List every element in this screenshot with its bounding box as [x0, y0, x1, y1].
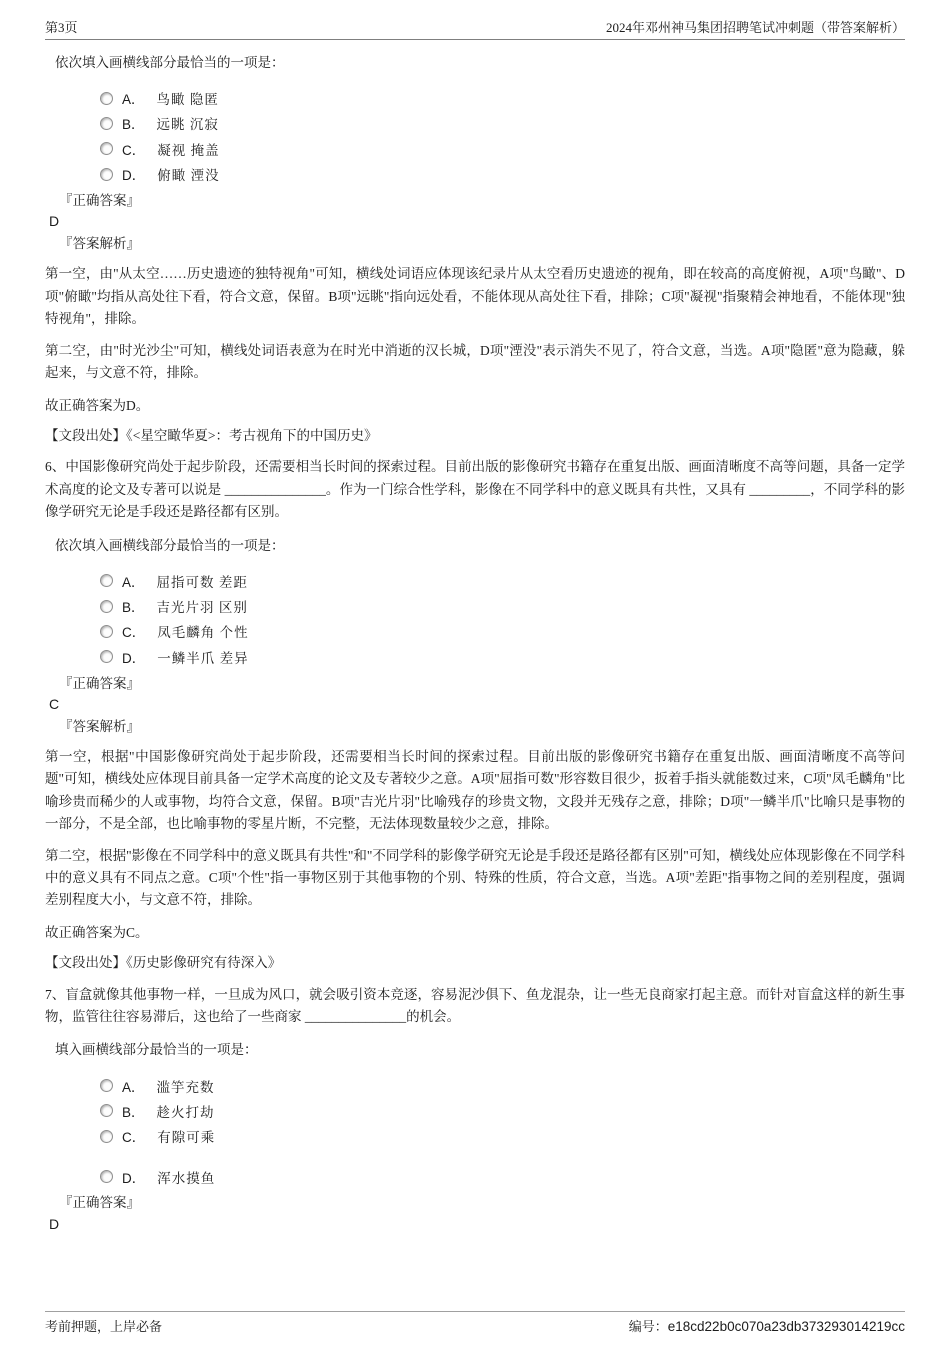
- answer-value: C: [49, 696, 60, 712]
- option-text: 鸟瞰 隐匿: [156, 92, 219, 108]
- option-letter: B．: [122, 117, 145, 133]
- page-content: [45, 41, 905, 1235]
- radio-icon[interactable]: [100, 650, 113, 663]
- answer-conclusion: 故正确答案为C。: [45, 924, 149, 940]
- answer-label: 『正确答案』: [59, 192, 140, 208]
- footer-serial: [629, 1316, 905, 1335]
- option-letter: D．: [122, 1170, 146, 1186]
- radio-icon[interactable]: [100, 1104, 113, 1117]
- question-options: [100, 1073, 905, 1190]
- serial-label: 编号：: [628, 1319, 668, 1334]
- option-row-c[interactable]: [100, 1124, 905, 1149]
- analysis-label: 『答案解析』: [59, 718, 140, 734]
- question-5-section: [45, 52, 905, 447]
- option-row-b[interactable]: [100, 111, 905, 136]
- answer-conclusion: 故正确答案为D。: [45, 397, 150, 413]
- option-text: 俯瞰 湮没: [157, 168, 220, 184]
- analysis-paragraph: 第二空，由"时光沙尘"可知，横线处词语表意为在时光中消逝的汉长城，D项"湮没"表示消失不见了，符合文意，当选。A项"隐匿"意为隐藏，躲起来，与文意不符，排除。: [45, 342, 905, 381]
- option-text: 吉光片羽 区别: [156, 600, 248, 616]
- source-line: 【文段出处】《历史影像研究有待深入》: [45, 955, 282, 971]
- source-line: 【文段出处】《<星空瞰华夏>：考古视角下的中国历史》: [45, 427, 378, 443]
- question-prompt: 填入画横线部分最恰当的一项是：: [55, 1042, 258, 1058]
- option-row-b[interactable]: [100, 593, 905, 618]
- answer-label: 『正确答案』: [59, 1195, 140, 1211]
- analysis-label: 『答案解析』: [59, 235, 140, 251]
- option-letter: C．: [122, 625, 146, 641]
- serial-value: e18cd22b0c070a23db373293014219cc: [667, 1319, 905, 1334]
- option-text: 滥竽充数: [156, 1079, 215, 1095]
- option-text: 有隙可乘: [157, 1130, 216, 1146]
- radio-icon[interactable]: [100, 574, 113, 587]
- question-prompt: 依次填入画横线部分最恰当的一项是：: [55, 55, 285, 70]
- option-row-d[interactable]: [100, 1164, 905, 1189]
- option-text: 一鳞半爪 差异: [157, 650, 249, 666]
- option-text: 凤毛麟角 个性: [157, 625, 249, 641]
- answer-value: D: [49, 1215, 60, 1232]
- option-text: 屈指可数 差距: [156, 574, 248, 590]
- option-letter: C．: [122, 1130, 146, 1146]
- radio-icon[interactable]: [100, 92, 113, 105]
- option-letter: D．: [122, 650, 146, 666]
- option-row-c[interactable]: [100, 136, 905, 161]
- option-letter: A．: [122, 1079, 145, 1095]
- option-letter: A．: [122, 574, 145, 590]
- option-row-a[interactable]: [100, 1073, 905, 1098]
- option-letter: D．: [122, 168, 146, 184]
- page-number: 第3页: [45, 20, 78, 35]
- question-options: [100, 568, 905, 670]
- question-6-section: [45, 456, 905, 974]
- question-stem: 6、中国影像研究尚处于起步阶段，还需要相当长时间的探索过程。目前出版的影像研究书籍存在重复出版、画面清晰度不高等问题，具备一定学术高度的论文及专著可以说是 _______________。作为一门综合性学科，影像在不同学科中的意义既具有共性，又具有 _________，不同学科的影像学研究无论是手段还是路径都有区别。: [45, 459, 905, 520]
- radio-icon[interactable]: [100, 1079, 113, 1092]
- question-prompt: 依次填入画横线部分最恰当的一项是：: [55, 537, 285, 553]
- question-stem: 7、盲盒就像其他事物一样，一旦成为风口，就会吸引资本竞逐，容易泥沙俱下、鱼龙混杂，让一些无良商家打起主意。而针对盲盒这样的新生事物，监管往往容易滞后，这也给了一些商家 _______________的机会。: [45, 986, 905, 1025]
- option-row-d[interactable]: [100, 644, 905, 669]
- option-letter: B．: [122, 600, 145, 616]
- radio-icon[interactable]: [100, 1130, 113, 1143]
- question-7-section: [45, 984, 905, 1236]
- radio-icon[interactable]: [100, 1170, 113, 1183]
- answer-block: [45, 1192, 905, 1235]
- page-header: [45, 0, 905, 40]
- option-text: 凝视 掩盖: [157, 142, 220, 158]
- radio-icon[interactable]: [100, 625, 113, 638]
- option-text: 趁火打劫: [156, 1104, 215, 1120]
- footer-slogan: 考前押题，上岸必备: [45, 1319, 163, 1334]
- option-letter: B．: [122, 1104, 145, 1120]
- option-row-a[interactable]: [100, 568, 905, 593]
- doc-title: 2024年邓州神马集团招聘笔试冲刺题（带答案解析）: [605, 20, 905, 35]
- answer-block: [45, 190, 905, 255]
- option-letter: C．: [122, 142, 146, 158]
- question-options: [100, 85, 905, 187]
- radio-icon[interactable]: [100, 117, 113, 130]
- radio-icon[interactable]: [100, 142, 113, 155]
- option-row-c[interactable]: [100, 619, 905, 644]
- analysis-paragraph: 第一空，根据"中国影像研究尚处于起步阶段，还需要相当长时间的探索过程。目前出版的影像研究书籍存在重复出版、画面清晰度不高等问题"可知，横线处应体现目前具备一定学术高度的论文及专著较少之意。A项"屈指可数"形容数目很少，扳着手指头就能数过来，C项"凤毛麟角"比喻珍贵而稀少的人或事物，均符合文意，保留。B项"吉光片羽"比喻残存的珍贵文物，文段并无残存之意，排除；D项"一鳞半爪"比喻只是事物的一部分，不是全部，也比喻事物的零星片断，不完整，无法体现数量较少之意，排除。: [45, 749, 905, 832]
- option-text: 浑水摸鱼: [157, 1170, 216, 1186]
- option-letter: A．: [122, 92, 145, 108]
- radio-icon[interactable]: [100, 600, 113, 613]
- option-row-b[interactable]: [100, 1098, 905, 1123]
- answer-value: D: [49, 213, 60, 230]
- page-footer: [45, 1311, 905, 1335]
- option-row-a[interactable]: [100, 85, 905, 110]
- analysis-paragraph: 第二空，根据"影像在不同学科中的意义既具有共性"和"不同学科的影像学研究无论是手段还是路径都有区别"可知，横线处应体现影像在不同学科中的意义具有不同点之意。C项"个性"指一事物区别于其他事物的个别、特殊的性质，符合文意，当选。A项"差距"指事物之间的差别程度，强调差别程度大小，与文意不符，排除。: [45, 847, 905, 908]
- answer-block: [45, 673, 905, 738]
- answer-label: 『正确答案』: [59, 675, 140, 691]
- option-row-d[interactable]: [100, 162, 905, 187]
- analysis-paragraph: 第一空，由"从太空……历史遗迹的独特视角"可知，横线处词语应体现该纪录片从太空看历史遗迹的视角，即在较高的高度俯视，A项"鸟瞰"、D项"俯瞰"均指从高处往下看，符合文意，保留。B项"远眺"指向远处看，不能体现从高处往下看，排除；C项"凝视"指聚精会神地看，不能体现"独特视角"，排除。: [45, 266, 905, 327]
- radio-icon[interactable]: [100, 168, 113, 181]
- option-text: 远眺 沉寂: [156, 117, 219, 133]
